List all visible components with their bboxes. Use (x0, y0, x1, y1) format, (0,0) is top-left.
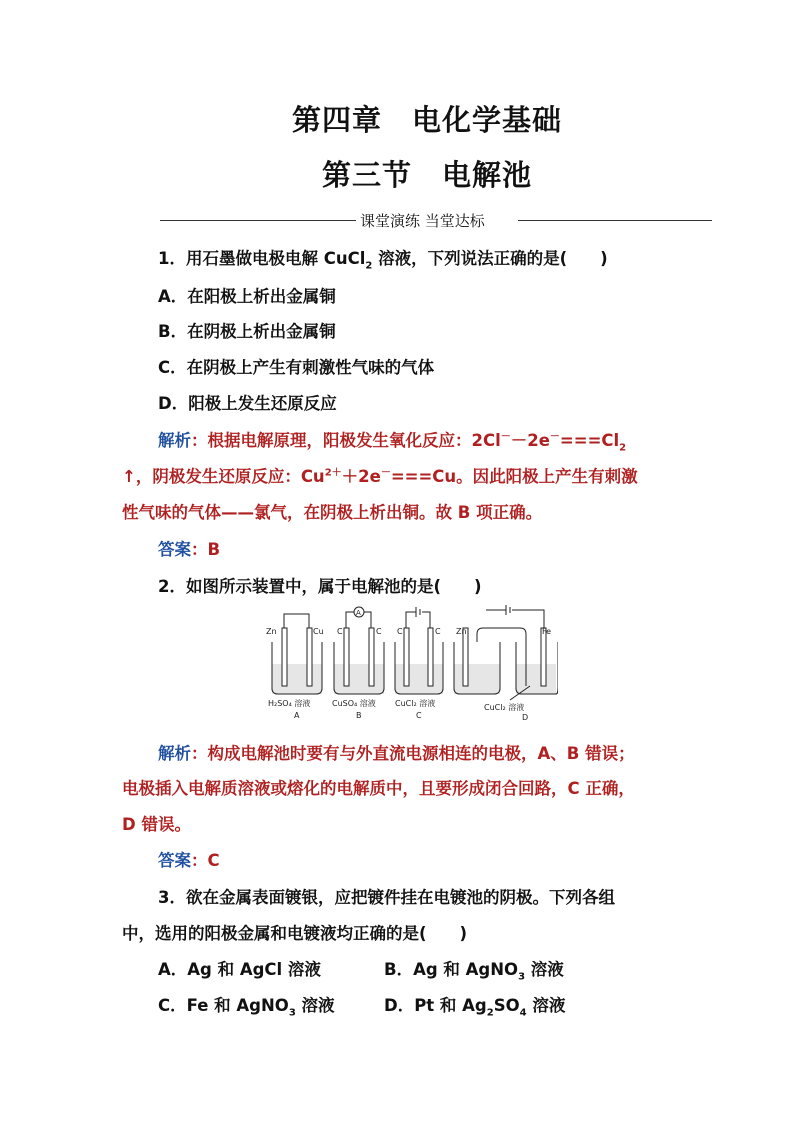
label-c-left: C (397, 627, 403, 636)
q2-analysis-line3: D 错误。 (122, 815, 191, 834)
q3-stem-line2: 中，选用的阳极金属和电镀液均正确的是( ) (122, 924, 468, 943)
label-a-left: Zn (266, 627, 277, 636)
apparatus-c (395, 607, 443, 694)
section-title: 第三节 电解池 (321, 158, 532, 192)
q1-analysis-line2: ↑，阴极发生还原反应：$Cu^{2+}+2e^-===Cu$。因此阳极上产生有刺激 (122, 467, 638, 486)
label-c-solution: CuCl₂ 溶液 (395, 699, 436, 708)
label-b-letter: B (356, 711, 362, 720)
label-d-solution: CuCl₂ 溶液 (484, 703, 525, 712)
electrolysis-apparatus-figure (258, 602, 558, 724)
label-a-solution: H₂SO₄ 溶液 (268, 699, 311, 708)
ammeter-icon: A (356, 609, 361, 617)
apparatus-b (334, 607, 384, 694)
apparatus-a (272, 614, 322, 694)
q1-analysis-line1: 解析：根据电解原理，阳极发生氧化反应：$2Cl^--2e^-===Cl_2$ (158, 431, 627, 454)
q1-stem: 1．用石墨做电极电解 CuCl$_2$ 溶液，下列说法正确的是( ) (158, 249, 608, 272)
q3-option-a: A．Ag 和 AgCl 溶液 (158, 960, 321, 979)
banner-rule-right (518, 220, 712, 221)
q2-analysis-line2: 电极插入电解质溶液或熔化的电解质中，且要形成闭合回路，C 正确， (122, 779, 635, 798)
label-a-right: Cu (313, 627, 324, 636)
banner-label: 课堂演练 当堂达标 (356, 210, 489, 231)
label-b-right: C (376, 627, 382, 636)
label-d-left: Zn (456, 627, 467, 636)
label-b-solution: CuSO₄ 溶液 (332, 699, 376, 708)
q1-option-b: B．在阴极上析出金属铜 (158, 322, 336, 341)
q1-option-c: C．在阴极上产生有刺激性气味的气体 (158, 358, 435, 377)
section-banner (160, 210, 712, 230)
label-a-letter: A (294, 711, 300, 720)
q2-answer: 答案：C (158, 851, 220, 870)
banner-rule-left (160, 220, 356, 221)
q1-analysis-line3: 性气味的气体——氯气，在阴极上析出铜。故 B 项正确。 (122, 503, 543, 522)
chapter-title: 第四章 电化学基础 (291, 103, 562, 137)
q3-option-c: C．Fe 和 AgNO$_3$ 溶液 (158, 996, 335, 1019)
label-d-letter: D (522, 713, 529, 722)
label-c-right: C (435, 627, 441, 636)
label-d-right: Fe (542, 627, 552, 636)
q3-option-d: D．Pt 和 $Ag_2SO_4$ 溶液 (384, 996, 566, 1019)
q2-stem: 2．如图所示装置中，属于电解池的是( ) (158, 577, 482, 596)
label-b-left: C (337, 627, 343, 636)
apparatus-d (454, 605, 558, 700)
q1-option-a: A．在阳极上析出金属铜 (158, 287, 336, 306)
q2-analysis-line1: 解析：构成电解池时要有与外直流电源相连的电极，A、B 错误； (158, 744, 635, 763)
q3-option-b: B．Ag 和 AgNO$_3$ 溶液 (384, 960, 564, 983)
q1-answer: 答案：B (158, 540, 221, 559)
q3-stem-line1: 3．欲在金属表面镀银，应把镀件挂在电镀池的阴极。下列各组 (158, 888, 615, 907)
q1-option-d: D．阳极上发生还原反应 (158, 394, 337, 413)
label-c-letter: C (416, 711, 422, 720)
